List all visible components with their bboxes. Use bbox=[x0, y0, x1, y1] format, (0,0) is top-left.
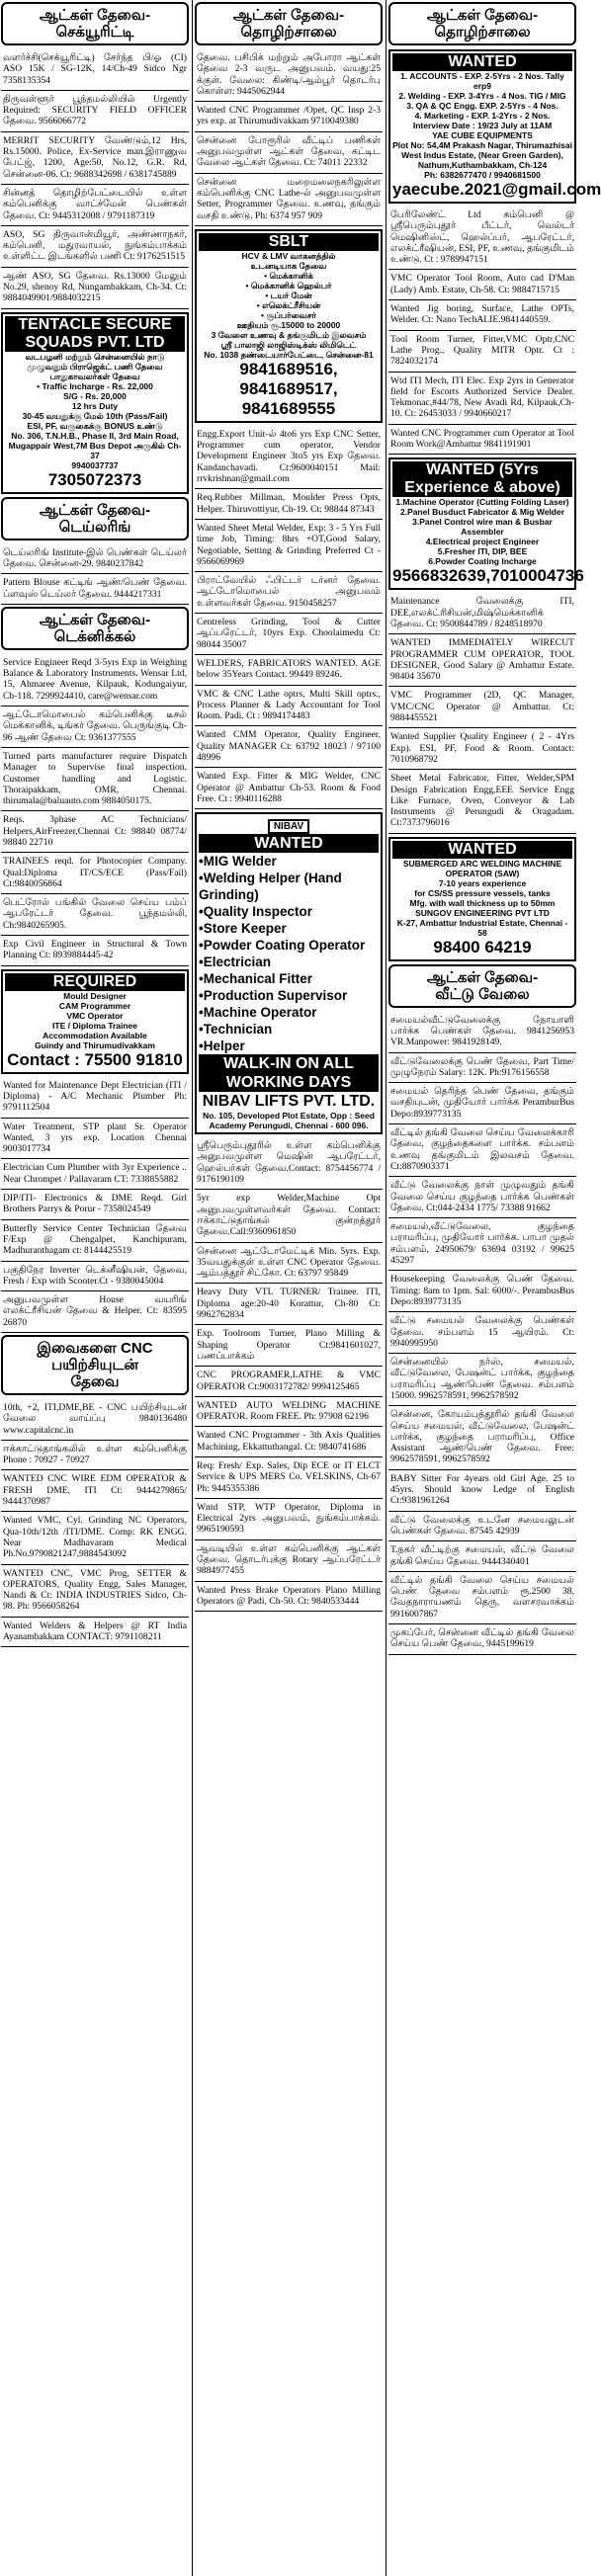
section-header bbox=[388, 2, 576, 45]
display-ad-line: SUBMERGED ARC WELDING MACHINE OPERATOR (SAW) bbox=[402, 858, 562, 878]
classified-ad: டெய்லரிங் Institute-இல் பெண்கள் டெய்லர் தேவை. சென்னை-29. 9840237842 bbox=[1, 544, 189, 575]
display-ad-line: No. 1038 தண்டையார்பேட்டை, சென்னை-81 bbox=[204, 349, 374, 360]
display-ad-line: 6.Powder Coating Incharge bbox=[428, 556, 537, 567]
nibav-position: • Production Supervisor bbox=[199, 987, 379, 1004]
classified-ad: ஈக்காட்டுதாங்கலில் உள்ள கம்பெனிக்கு Phone : 70927 - 70927 bbox=[1, 1441, 189, 1471]
classified-ad: WANTED CNC WIRE EDM OPERATOR & FRESH DME, ITI Ct: 9444279865/ 9444370987 bbox=[1, 1470, 189, 1512]
display-ad-line: SUNGOV ENGINEERING PVT LTD bbox=[415, 907, 550, 918]
classified-ad: Reqs. 3phase AC Technicians/ Helpers,AirFreezer,Chennai Ct: 98840 08774/ 98840 22710 bbox=[1, 811, 189, 853]
classified-ad: TRAINEES reqd. for Photocopier Company. Qual:Diploma IT/CS/ECE (Pass/Fail) Ct:9840056864 bbox=[1, 853, 189, 894]
display-ad-line: K-27, Ambattur Industrial Estate, Chennai - 58 bbox=[396, 917, 568, 938]
classified-ad: சென்னை மறைமலைநகரிலுள்ள கம்பெனிக்கு CNC Lathe-ல் அனுபவமுள்ள Setter, Programmer தேவை. உணவு, தங்கும் வசதி உண்டு. Ph: 6374 957 909 bbox=[195, 174, 383, 226]
display-ad-line: 9940037737 bbox=[71, 459, 119, 470]
nibav-position: • Technician bbox=[199, 1021, 379, 1038]
classified-ad: சின்னத் தொழிற்பேட்டையில் உள்ள கம்பெனிக்கு வாட்ச்மேன் பெண்கள் தேவை. Ct: 9445312008 / 9791187319 bbox=[1, 185, 189, 226]
classified-ad: சமையல்வீட்டுவேலைக்கு நோயாளி பார்க்க பெண்கள் தேவை. 9841256953 VR.Manpower: 9841928149. bbox=[388, 1012, 576, 1053]
classified-ad: Maintenance வேலைக்கு ITI, DEE,எலக்ட்ரிசியன்,மிஷ்மெக்கானிக் தேவை. Ct: 9500844789 / 8248518970 bbox=[388, 593, 576, 634]
display-ad-line: • மெக்கானிக் ஹெல்பர் bbox=[245, 280, 332, 291]
display-ad-line: • மெக்கானிக் bbox=[264, 270, 313, 281]
display-ad-title: TENTACLE SECURE SQUADS PVT. LTD bbox=[5, 316, 185, 352]
nibav-walkin: WALK-IN ON ALL WORKING DAYS bbox=[199, 1054, 379, 1092]
section-header-line: டெய்லரிங் bbox=[58, 518, 131, 536]
section-header-line: ஆட்கள் தேவை- bbox=[426, 968, 539, 986]
column-1 bbox=[1, 0, 189, 2576]
nibav-position: • Machine Operator bbox=[199, 1004, 379, 1021]
classified-ad: Wanted CNC Programmer cum Operator at Tool Room Work@Ambattur 9841191901 bbox=[388, 425, 576, 456]
classified-ad: Engg.Export Unit-ல் 4to6 yrs Exp CNC Setter, Programmer cum operator, Vendor Development Engineer 3to5 yrs Exp தேவை. Kandanchavadi. Ct:9600040151 Mail: rrvkrishnan@gmail.com bbox=[195, 426, 383, 489]
classified-ad: Wanted CMM Operator, Quality Engineer, Quality MANAGER Ct: 63792 18023 / 97100 48996 bbox=[195, 726, 383, 768]
classified-ad: Req.Rubber Millman, Moulder Press Opts, Helper. Thiruvottiyur, Ch-19. Ct: 98844 87343 bbox=[195, 489, 383, 520]
section-header-line: ஆட்கள் தேவை- bbox=[39, 611, 151, 628]
classified-ad: WANTED AUTO WELDING MACHINE OPERATOR. Room FREE. Ph: 97908 62196 bbox=[195, 1397, 383, 1428]
display-ad-line: Accommodation Available bbox=[43, 1030, 147, 1040]
nibav-position: • Store Keeper bbox=[199, 920, 379, 937]
classified-ad: Tool Room Turner, Fitter,VMC Optr,CNC Lathe Prog., Quality MITR Optr. Ct : 7824032174 bbox=[388, 331, 576, 373]
classified-ad: WELDERS, FABRICATORS WANTED. AGE below 35Years Contact. 99449 89246. bbox=[195, 655, 383, 686]
classified-ad: அனுபவமுள்ள House வயரிங் எலக்ட்ரீசியன் தேவை & Helper. Ct: 83595 26870 bbox=[1, 1291, 189, 1333]
display-ad-line: ஊதியம் ரூ.15000 to 20000 bbox=[236, 319, 341, 330]
display-ad-line: 2. Welding - EXP. 3-4Yrs - 4 Nos. TIG / MIG bbox=[398, 91, 566, 101]
classified-ad: தேவை. பசிபிக் மற்றும் அபோரா ஆட்கள் தேவை 2-3 வருட அனுபவம். வயது:25 க்குள். வேலை: கிண்டி/ஆம்பூர் தொடர்பு கொள்ள: 9445062944 bbox=[195, 49, 383, 102]
classified-ad: சென்னை ஆட்டோமேட்டிக் Min. 5yrs. Exp. 35வயதுக்குள் உள்ள CNC Operator தேவை. ஆம்பத்தூர் சிட்கோ. Ct: 63797 95849 bbox=[195, 1243, 383, 1285]
nibav-position: • Mechanical Fitter bbox=[199, 970, 379, 987]
classified-ad: பகுதிநேர Inverter டெக்னீஷியன், தேவை, Fresh / Exp with Scooter.Ct - 9380045004 bbox=[1, 1262, 189, 1292]
section-header-line: ஆட்கள் தேவை- bbox=[39, 7, 151, 24]
classified-ad: முகப்பேர், சென்னை வீட்டில் தங்கி வேலை செய்ய பெண் தேவை, 9445199619 bbox=[388, 1624, 576, 1655]
display-ad-title: REQUIRED bbox=[5, 973, 185, 991]
classified-ad: Centreless Grinding, Tool & Cutter ஆப்பரேட்டர், 10yrs Exp. Choolaimedu Ct: 98044 35007 bbox=[195, 614, 383, 655]
display-ad bbox=[195, 229, 383, 423]
classified-ad: வீட்டுவேலைக்கு பெண் தேவை, Part Time/ முழுநேரம் Salary: 12K. Ph:9176156558 bbox=[388, 1053, 576, 1084]
classified-ad: WANTED CNC, VMC Prog, SETTER & OPERATORS, Quality Engg, Sales Manager, Nandi & Ct: INDIA INDUSTRIES Sidco, Ch-98. Ph: 9566058264 bbox=[1, 1565, 189, 1618]
section-header bbox=[195, 2, 383, 45]
classified-ad: BABY Sitter For 4years old Girl Age. 25 to 45yrs. Should know Ledge of English Ct:9381961264 bbox=[388, 1470, 576, 1512]
display-ad-line: HCV & LMV வாகனத்தில் bbox=[241, 250, 336, 261]
classified-ad: WANTED IMMEDIATELY WIRECUT PROGRAMMER CUM OPERATOR, TOOL DESIGNER, Good Salary @ Ambattur Estate. 98404 35670 bbox=[388, 634, 576, 687]
section-header bbox=[1, 607, 189, 650]
classified-ad: 10th, +2, ITI,DME,BE - CNC பயிற்சியுடன் வேலை வாய்ப்பு 9840136480 www.capitalcnc.in bbox=[1, 1399, 189, 1441]
classified-ad: Wanted Welders & Helpers @ RT India Ayanambakkam CONTACT: 9791108211 bbox=[1, 1618, 189, 1648]
section-header-line: தொழிற்சாலை bbox=[240, 24, 337, 41]
nibav-logo: NIBAV bbox=[268, 819, 309, 834]
classified-ad: Exp. Toolroom Turner, Plano Milling & Shaping Operator Ct:9841601027, பணப்பாக்கம் bbox=[195, 1325, 383, 1367]
display-ad-line: • டயர் மேன் bbox=[265, 290, 312, 300]
display-ad-title: SBLT bbox=[199, 233, 379, 251]
display-ad-line: for CS/SS pressure vessels, tanks bbox=[414, 887, 551, 898]
display-ad-line: 12 hrs Duty bbox=[71, 400, 119, 411]
classified-ad: வீட்டு வேலைக்கு உடனே சமையலுடன் பெண்கள் தேவை. 87545 42939 bbox=[388, 1512, 576, 1542]
display-ad-line: ITE / Diploma Trainee bbox=[52, 1020, 137, 1031]
display-ad-line: YAE CUBE EQUIPMENTS bbox=[432, 130, 533, 140]
display-ad-line: வடபழனி மற்றும் சென்னையில் நாடு முழுவதும் பிராஜெக்ட் பணி தேவை bbox=[25, 351, 165, 372]
classified-ad: Sheet Metal Fabricator, Fitter, Welder,SPM Design Fabrication Engg,EEE Service Engg Like Furnace, Oven, Conveyor & Lab Instruments @ Perungudi & Oragadam. Ct:7373796016 bbox=[388, 770, 576, 833]
classified-ad: VMC Operator Tool Room, Auto cad D'Man (Lady) Amb. Estate, Ch-58. Ct: 9884715715 bbox=[388, 270, 576, 300]
section-header bbox=[1, 497, 189, 540]
nibav-position: • Welding Helper (Hand Grinding) bbox=[199, 870, 379, 903]
classified-ad: சமையல்,வீட்டுவேலை, குழந்தை பராமரிப்பு, முதியோர் பார்க்க. பாபா முதல் சம்பளம், 24950679/ 63694 03192 / 99625 45297 bbox=[388, 1218, 576, 1271]
display-ad-phone: 98400 64219 bbox=[433, 937, 532, 956]
classified-ad: T.நகர் வீட்டிற்கு சமையல், வீட்டு வேலை தங்கி செய்ய தேவை. 9444340401 bbox=[388, 1541, 576, 1572]
display-ad-line: • எலெக்ட்ரீசியன் bbox=[256, 299, 321, 310]
display-ad-line: Ph: 6382677470 / 9940681500 bbox=[424, 170, 541, 180]
nibav-ad bbox=[195, 812, 383, 1134]
display-ad-line: VMC Operator bbox=[66, 1010, 124, 1021]
classified-ad: VMC Programmer (2D, QC Manager, VMC/CNC Operator @ Ambattur. Ct: 9884455521 bbox=[388, 687, 576, 728]
classified-ad: Wanted VMC, Cyl. Grinding NC Operators, Qua-10th/12th /ITI/DME. Comp: RK ENGG. Near Madhavaram Medical Ph.No.9790821247,9884543092 bbox=[1, 1512, 189, 1564]
column-2 bbox=[195, 0, 383, 2576]
display-ad-line: Plot No: 54,4M Prakash Nagar, Thirumazhisai West Indus Estate, (Near Green Garden), Nathum,Kuthambakkam, Ch-124 bbox=[392, 140, 572, 170]
classified-ad: Wanted Sheet Metal Welder, Exp: 3 - 5 Yrs Full time Job, Timing: 8hrs +OT,Good Salary, Negotiable, Setting & Grinding Preferred Ct - 9566069969 bbox=[195, 520, 383, 572]
classified-ad: பேரிலேண்ட் Ltd கம்பெனி @ ஸ்ரீபெரும்புதூர் பீட்டர், வெல்டர் மெஷினிஸ்ட், ஹெல்ப்பர், ஆபரேட்டர், எலக்ட்ரீஷியன், ESI, PF, உணவு, தங்குமிடம் உண்டு. Ct : 9789947151 bbox=[388, 207, 576, 270]
classified-ad: 5yr exp Welder,Machine Opt அனுபவமுள்ளவர்கள் தேவை. Contact: ஈக்காட்டுதாங்கல் குன்றத்தூர் தேவை.Call:9360961850 bbox=[195, 1190, 383, 1242]
section-header-line: வீட்டு வேலை bbox=[435, 985, 530, 1003]
classified-ad: சென்னையில் நர்ஸ், சமையல், வீட்டுவேலை, பேஷன்ட் பார்க்க, குழந்தை பராமரிப்பு ஆண்/பெண் தேவை. சம்பளம் 15000. 9962578591, 9962578592 bbox=[388, 1354, 576, 1406]
display-ad-line: • சூப்பர்வைசர் bbox=[261, 309, 316, 320]
display-ad-line: ஸ்ரீ பாலாஜி லாஜிஸ்டிக்ஸ் லிமிடெட் bbox=[220, 339, 357, 350]
classified-ad: Wanted for Maintenance Dept Electrician (ITI / Diploma) - A/C Mechanic Plumber Ph: 9791112504 bbox=[1, 1077, 189, 1119]
display-ad-line: 5.Fresher ITI, DIP, BEE bbox=[437, 546, 528, 557]
display-ad-line: 1.Machine Operator (Cutting Folding Laser) bbox=[395, 497, 569, 508]
nibav-position: • MIG Welder bbox=[199, 853, 379, 870]
display-ad-line: 30-45 வயதுக்கு மேல் 10th (Pass/Fail) bbox=[22, 410, 168, 421]
display-ad bbox=[388, 457, 584, 590]
nibav-position: • Helper bbox=[199, 1038, 379, 1054]
classified-ad: Wanted Press Brake Operators Plano Milling Operators @ Padi, Ch-50. Ct: 9840533444 bbox=[195, 1582, 383, 1613]
classified-ad: Turned parts manufacturer require Dispatch Manager to Supervise final inspection. Customer handling and Logistic. Thoraipakkam, OMR, Chennai. thirumala@baluauto.com 9884050175. bbox=[1, 748, 189, 811]
display-ad-line: 3 வேளை உணவு & தங்குமிடம் இலவசம் bbox=[211, 329, 367, 340]
classified-ad: பெட்ரோல் பங்கில் வேலை செய்ய பம்ப் ஆபரேட்டர் தேவை. பூந்தமல்லி, Ch:9840265905. bbox=[1, 894, 189, 936]
section-header bbox=[1, 1335, 189, 1395]
classified-ad: DIP/ITI- Electronics & DME Reqd. Girl Brothers Parrys & Porur - 7358024549 bbox=[1, 1190, 189, 1220]
classified-ad: ஸ்ரீபெரும்புதூரில் உள்ள கம்பெனிக்கு அனுபவமுள்ள மெஷின் ஆபரேட்டர், ஹெல்பர்கள் தேவை.Contact: 8754456774 / 9176190109 bbox=[195, 1137, 383, 1190]
classified-ad: Req: Fresh/ Exp. Sales, Dip ECE or IT ELCT Service & UPS MERS Co. VELSKINS, Ch-67 Ph: 9445355386 bbox=[195, 1457, 383, 1499]
classified-ad: ஆட்டோமொபைல் கம்பெனிக்கு டீசல் மெக்கானிக், டிங்கர் தேவை. பெருங்குடி Ch-96 ஆண் தேவை Ct: 9361377555 bbox=[1, 706, 189, 748]
display-ad-line: 4.Electrical project Engineer bbox=[425, 537, 540, 547]
classified-ad: ஆண் ASO, SG தேவை. Rs.13000 மேலும் No.29, shenoy Rd, Nungambakkam, Ch-34. Ct: 9884049901/9884032215 bbox=[1, 268, 189, 309]
classified-ad: Housekeeping வேலைக்கு பெண் தேவை. Timing: 8am to 1pm. Sal: 6000/-. PerambusBus Depo:8939773135 bbox=[388, 1271, 576, 1312]
display-ad-title: WANTED (5Yrs Experience & above) bbox=[392, 461, 572, 497]
display-ad-line: பாதுகாவலர்கள் தேவை bbox=[49, 371, 140, 381]
section-header-line: ஆட்கள் தேவை- bbox=[232, 7, 345, 24]
display-ad-line: Guindy and Thirumudivakkam bbox=[35, 1039, 155, 1050]
section-header bbox=[1, 2, 189, 45]
classified-ad: ASO, SG திருவான்மியூர், அண்ணாநகர், கம்பெனி, மதுரவாயல், நுங்கம்பாக்கம் உள்ளிட்ட இடங்களில் பணி Ct: 9176251515 bbox=[1, 226, 189, 268]
classified-ad: Wanted Exp. Fitter & MIG Welder, CNC Operator @ Ambattur Ch-53. Room & Food Free. Ct : 9940116288 bbox=[195, 768, 383, 809]
section-header-line: ஆட்கள் தேவை- bbox=[39, 501, 151, 519]
display-ad-line: Mfg. with wall thickness up to 50mm bbox=[409, 897, 556, 908]
classified-ad: Wanted CNC Programmer /Opet, QC Insp 2-3 yrs exp. at Thirumudivakkam 9710049380 bbox=[195, 102, 383, 132]
section-header bbox=[388, 964, 576, 1008]
display-ad-line: S/G - Rs. 20,000 bbox=[63, 390, 127, 401]
classified-ad: பிராட்வேயில் ஃபிட்டர் டர்னர் தேவை. ஆட்டோமொபைல் அனுபவம் உள்ளவர்கள் தேவை. 9150458257 bbox=[195, 572, 383, 614]
classified-ad: Service Engineer Reqd 3-5yrs Exp in Weighing Balance & Laboratory Instruments. Wensar Ltd, 15, Ahmaree Avenue, Kilpauk, Kodungaiyur, Ch-118. 7299924410, care@wensar.com bbox=[1, 654, 189, 706]
classified-ad: சமையல் தெரிந்த பெண் தேவை, தங்கும் வசதியுடன், முதியோர் பார்க்க PeramburBus Depo:8939773135 bbox=[388, 1083, 576, 1124]
classified-ad: வளர்ச்சி(செக்யூரிட்டி) சேர்ந்த பி/ஓ (CI) ASO 15K / SG-12K, 14/Ch-49 Sidco Ngr 7358135354 bbox=[1, 49, 189, 91]
classified-ad: ஆவடியில் உள்ள கம்பெனிக்கு ஆட்கள் தேவை. தொடர்புக்கு Rotary ஆப்பரேட்டர் 9884977455 bbox=[195, 1540, 383, 1582]
display-ad bbox=[388, 49, 601, 204]
nibav-logo-wrap bbox=[199, 816, 379, 834]
classified-ad: CNC PROGRAMER,LATHE & VMC OPERATOR Ct:9003172782/ 9994125465 bbox=[195, 1367, 383, 1397]
classified-ad: வீட்டில் தங்கி வேலை செய்ய வேலைக்காரி தேவை, குழந்தைகளை பார்க்க. சம்பளம் உணவு தங்குமிடம் இலவசம் தேவை. Ct:8870903371 bbox=[388, 1124, 576, 1177]
display-ad-title: WANTED bbox=[392, 841, 572, 859]
display-ad-line: CAM Programmer bbox=[58, 1000, 131, 1011]
display-ad-line: 7-10 years experience bbox=[438, 877, 527, 888]
nibav-address: No. 105, Developed Plot Estate, Opp : Seed Academy Perungudi, Chennai - 600 096. bbox=[203, 1111, 375, 1131]
nibav-position: • Powder Coating Operator bbox=[199, 937, 379, 954]
display-ad-line: உடனடியாக தேவை bbox=[250, 260, 327, 271]
display-ad-line: Interview Date : 19/23 July at 11AM bbox=[412, 121, 553, 130]
display-ad bbox=[1, 969, 189, 1074]
section-header-line: டெக்னிக்கல் bbox=[53, 627, 136, 645]
classified-ad: திருவள்ளூர் பூந்தமல்லியில் Urgently Required: SECURITY FIELD OFFICER தேவை. 9566066772 bbox=[1, 91, 189, 132]
classified-ad: MERRIT SECURITY வேண்டும்,12 Hrs, Rs.15000. Police, Ex-Service man.இராணுவ பேட்ஜ், 1200, Age:50, No.12, G.R. Rd, சென்னை-06. Ct: 9688342698 / 6381745889 bbox=[1, 132, 189, 185]
classified-ad: Water Treatment, STP plant Sr. Operator Wanted, 3 yrs exp. Location Chennai 9003017734 bbox=[1, 1119, 189, 1160]
classified-ad: Wanted Supplier Quality Engineer ( 2 - 4Yrs Exp). ESI, PF, Food & Room. Contact: 7010968792 bbox=[388, 728, 576, 770]
nibav-wanted-title: WANTED bbox=[199, 834, 379, 853]
classified-ad: சென்னை போரூரில் வீட்டிப் பணிகள் அனுபவமுள்ள ஆட்கள் தேவை, கட்டிட வேலை ஆட்கள் தேவை. Ct: 74011 22332 bbox=[195, 132, 383, 174]
classified-ad: வீட்டில் தங்கி வேலை செய்ய சமையல் பெண் தேவை சம்பளம் ரூ.2500 38, வேதநாராயணம் தெரு, வளசரவாக்கம் 9916007867 bbox=[388, 1572, 576, 1624]
classified-ad: வீட்டு வேலைக்கு நாள் முழுவதும் தங்கி வேலை செய்ய குழந்தை பார்க்க பெண்கள் தேவை. Ct:044-2434 1775/ 73388 91662 bbox=[388, 1177, 576, 1218]
classified-ad: Exp Civil Engineer in Structural & Town Planning Ct: 8939884445-42 bbox=[1, 936, 189, 966]
display-ad-phone: 7305072373 bbox=[47, 469, 142, 489]
display-ad-line: 4. Marketing - EXP. 1-2Yrs - 2 Nos. bbox=[414, 111, 551, 121]
display-ad-phone: 9566832639,7010004736 bbox=[392, 566, 584, 586]
classified-ad: சென்னை, கோயம்புத்தூரில் தங்கி வேலை செய்ய சமையல், வீட்டுவேலை, பேஷன்ட் பார்க்க, குழந்தை பராமரிப்பு, Office Assistant ஆண்/பெண் தேவை. Free: 9962578591, 9962578592 bbox=[388, 1406, 576, 1469]
classified-ad: வீட்டு சமையல் வேலைக்கு பெண்கள் தேவை. சம்பளம் 15 ஆயிரம். Ct: 9940995950 bbox=[388, 1312, 576, 1354]
display-ad-line: 1. ACCOUNTS - EXP. 2-5Yrs - 2 Nos. Tally erp9 bbox=[400, 71, 564, 91]
section-header-line: ஆட்கள் தேவை- bbox=[426, 7, 539, 24]
display-ad bbox=[1, 312, 189, 494]
nibav-position: • Quality Inspector bbox=[199, 903, 379, 920]
display-ad-phone: yaecube.2021@gmail.com bbox=[392, 180, 601, 199]
display-ad-title: WANTED bbox=[392, 53, 572, 71]
classified-ad: Wanted CNC Programmer - 3th Axis Qualities Machining, Ekkattuthangal. Ct: 9840741686 bbox=[195, 1427, 383, 1457]
nibav-position: • Electrician bbox=[199, 954, 379, 970]
column-divider bbox=[192, 0, 193, 2576]
display-ad-line: 3.Panel Control wire man & Busbar Assembler bbox=[412, 517, 553, 538]
nibav-company: NIBAV LIFTS PVT. LTD. bbox=[202, 1093, 376, 1111]
display-ad-line: • Traffic Incharge - Rs. 22,000 bbox=[37, 380, 153, 391]
display-ad-phone: 9841689516, 9841689517, 9841689555 bbox=[239, 359, 338, 418]
section-header-line: செக்யூரிட்டி bbox=[55, 24, 134, 41]
classified-ad: Wtd ITI Mech, ITI Elec. Exp 2yrs in Generator field for Escorts Authorized Service Dealer. Tekmonac,#44/78, New Avadi Rd, Kilpauk,Ch-10. Ct: 26453033 / 9940660217 bbox=[388, 373, 576, 425]
display-ad-line: Mould Designer bbox=[63, 990, 127, 1001]
display-ad-line: ESI, PF, வருகைக்கு BONUS உண்டு bbox=[27, 420, 163, 431]
section-header-line: தொழிற்சாலை bbox=[434, 24, 531, 41]
display-ad-line: No. 306, T.N.H.B., Phase II, 3rd Main Road, Mugappair West,7M Bus Depot அருகில் Ch-37 bbox=[8, 430, 182, 460]
classified-ad: Pattern Blouse கட்டிங் ஆண்/பெண் தேவை. ப்ளவுஸ் டெய்லர் தேவை. 9444217331 bbox=[1, 574, 189, 605]
display-ad-phone: Contact : 75500 91810 bbox=[7, 1049, 183, 1069]
classified-ad: VMC & CNC Lathe optrs, Multi Skill optrs., Process Planner & Lady Accountant for Tool Room. Padi. Ct : 9894174483 bbox=[195, 686, 383, 727]
column-3 bbox=[388, 0, 601, 2576]
display-ad bbox=[388, 837, 576, 961]
classified-ad: Butterfly Service Center Technician தேவை F/Exp @ Chengalpet, Kanchipuram, Madhuranthagam ct: 8144425519 bbox=[1, 1220, 189, 1262]
classified-ad: Electrician Cum Plumber with 3yr Experience .. Near Chrompet / Pallavaram CT: 7338855882 bbox=[1, 1159, 189, 1190]
section-header-line: இவைகளை CNC பயிற்சியுடன் bbox=[37, 1340, 153, 1373]
display-ad-line: 2.Panel Busduct Fabricator & Mig Welder bbox=[399, 507, 565, 518]
classified-ad: Wntd STP, WTP Operator, Diploma in Electrical 2yrs அனுபவம், நுங்கம்பாக்கம். 9965190593 bbox=[195, 1499, 383, 1540]
section-header-line: தேவை bbox=[70, 1373, 120, 1390]
classified-ad: Heavy Duty VTL TURNER/ Trainee. ITI, Diploma age:20-40 Korattur, Ch-80 Ct: 9962762834 bbox=[195, 1284, 383, 1325]
classified-ad: Wanted Jig boring, Surface, Lathe OPTs, Welder. Ct: Nano TechALIE.9841440559. bbox=[388, 300, 576, 331]
display-ad-line: 3. QA & QC Engg. EXP. 2-5Yrs - 4 Nos. bbox=[406, 101, 558, 111]
